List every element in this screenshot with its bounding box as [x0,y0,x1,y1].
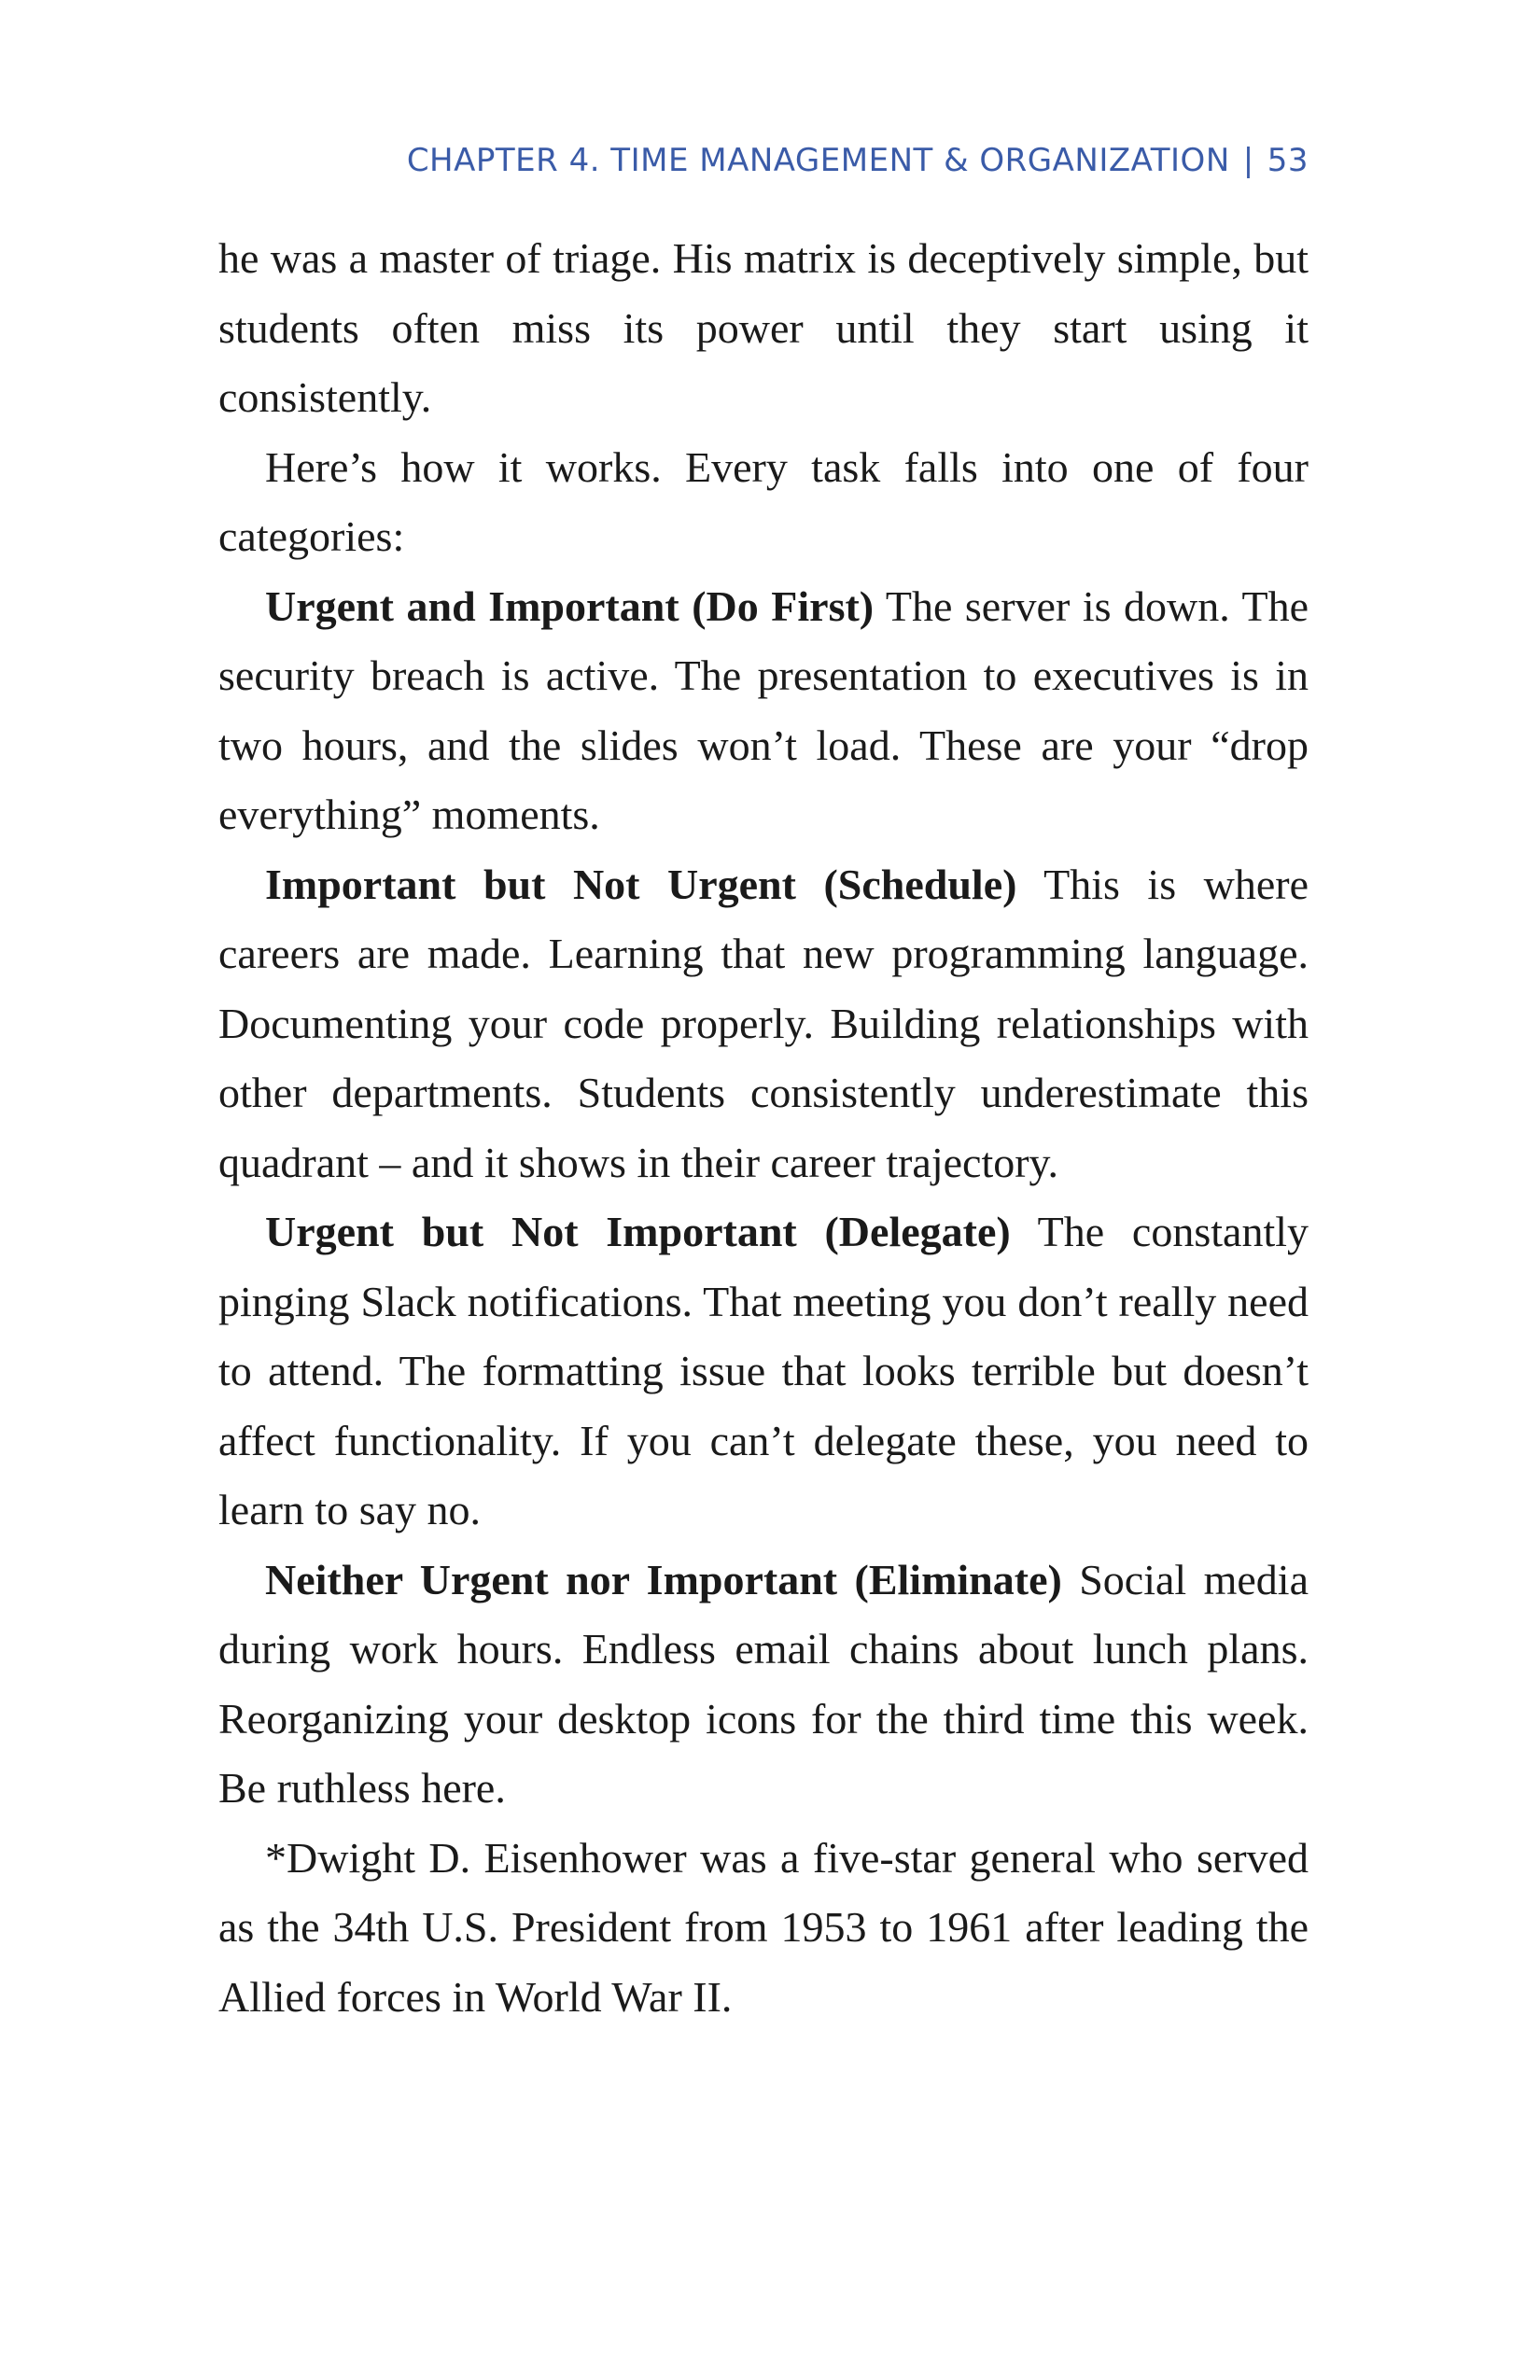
paragraph-eliminate [218,1546,1309,1824]
paragraph-delegate [218,1197,1309,1546]
paragraph-text: he was a master of triage. His matrix is deceptively simple, but students often miss its power until they start using it consistently. [218,234,1309,421]
quadrant-term: Urgent but Not Important (Delegate) [265,1208,1011,1255]
paragraph-intro [218,224,1309,433]
paragraph-text: Social media during work hours. Endless email chains about lunch plans. Reorganizing your desktop icons for the third time this week. Be ruthless here. [218,1555,1309,1812]
quadrant-term: Important but Not Urgent (Schedule) [265,860,1017,908]
quadrant-term: Neither Urgent nor Important (Eliminate) [265,1555,1062,1603]
paragraph-categories [218,433,1309,572]
page-number: 53 [1267,142,1309,179]
paragraph-text: The constantly pinging Slack notifications. That meeting you don’t really need to attend. The formatting issue that looks terrible but doesn’t affect functionality. If you can’t delegate these, you need to learn to say no. [218,1208,1309,1533]
footnote-eisenhower [218,1824,1309,2033]
header-separator: | [1242,142,1254,179]
paragraph-text: This is where careers are made. Learning that new programming language. Documenting your code properly. Building relationships with other departments. Students consistently underestimate this quadrant – and it shows in their career trajectory. [218,860,1309,1186]
footnote-text: *Dwight D. Eisenhower was a five-star general who served as the 34th U.S. President from 1953 to 1961 after leading the Allied forces in World War II. [218,1833,1309,2021]
quadrant-term: Urgent and Important (Do First) [265,581,875,630]
chapter-title: CHAPTER 4. TIME MANAGEMENT & ORGANIZATION [406,142,1230,179]
paragraph-do-first [218,572,1309,850]
paragraph-text: Here’s how it works. Every task falls into one of four categories: [218,442,1309,560]
paragraph-schedule [218,850,1309,1198]
paragraph-text: The server is down. The security breach is active. The presentation to executives is in two hours, and the slides won’t load. These are your “drop everything” moments. [218,581,1309,838]
body-text [218,224,1309,2032]
running-header [407,142,1309,179]
